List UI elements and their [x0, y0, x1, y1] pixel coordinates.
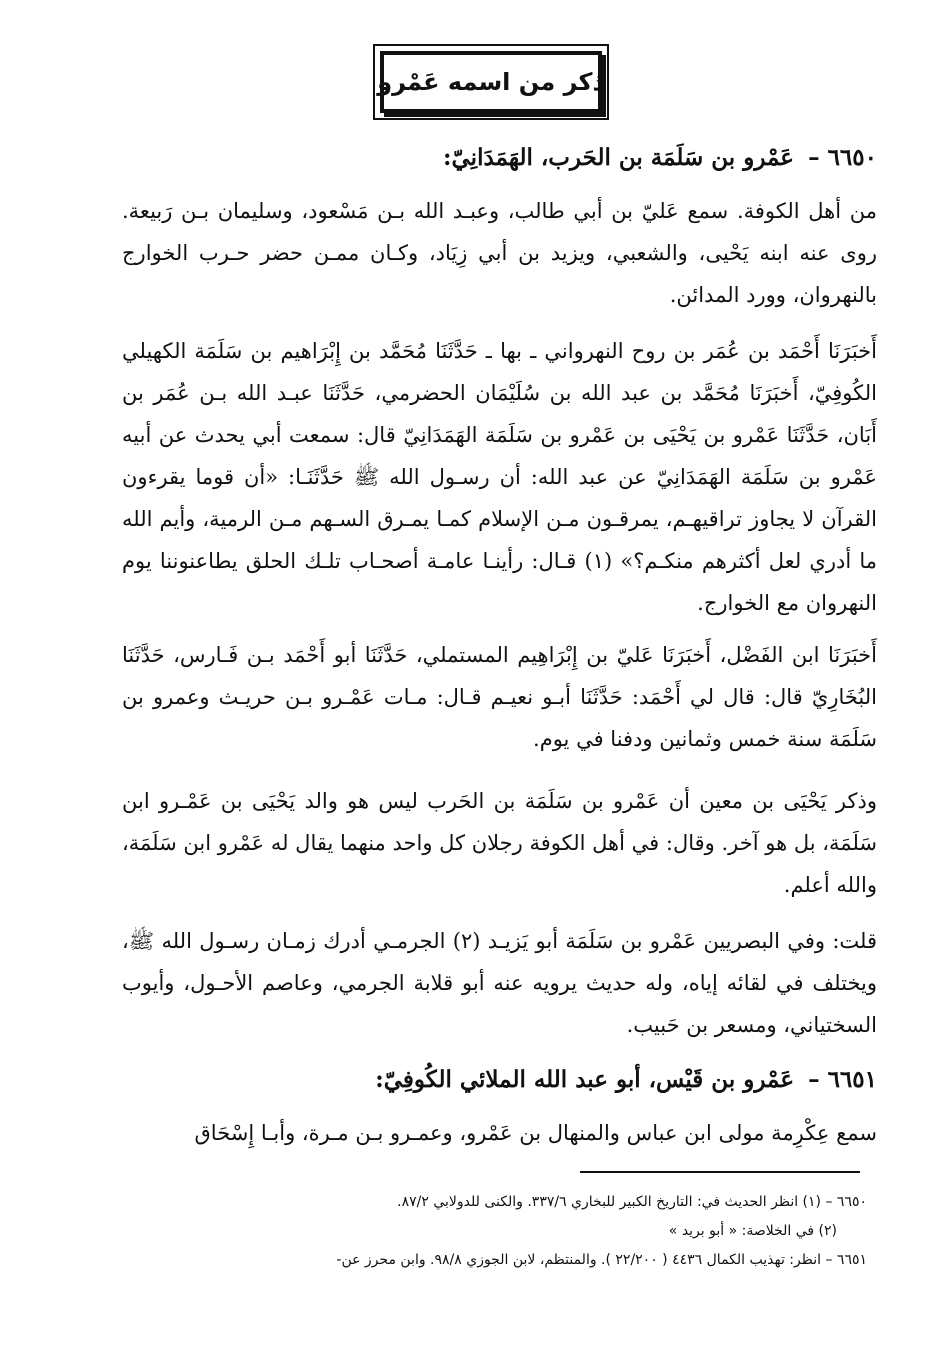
- entry-6651-paragraph-1: سمع عِكْرِمة مولى ابن عباس والمنهال بن عَمْرو، وعمـرو بـن مـرة، وأبـا إِسْحَاق: [194, 1121, 877, 1145]
- entry-6650-paragraph-3: أَخبَرَنَا ابن الفَضْل، أَخبَرَنَا عَليّ بن إِبْرَاهِيم المستملي، حَدَّثَنَا أبو أَحْمَد بـن فَـارس، حَدَّثَنَا البُخَارِيّ قال: قال لي أَحْمَد: حَدَّثَنَا أبـو نعيـم قـال: مـات عَمْـرو بـن حريـث وعمرو بن سَلَمَة سنة خمس وثمانين ودفنا في يوم.: [122, 643, 877, 751]
- entry-6650-name: عَمْرو بن سَلَمَة بن الحَرب، الهَمَدَانِيّ:: [443, 144, 795, 171]
- footnote-6651: ٦٦٥١ – انظر: تهذيب الكمال ٤٤٣٦ ( ٢٢/٢٠٠ ). والمنتظم، لابن الجوزي ٩٨/٨. وابن محرز عن-: [336, 1252, 867, 1268]
- entry-6651-number: ٦٦٥١ –: [808, 1066, 877, 1093]
- entry-6650-paragraph-1: من أهل الكوفة. سمع عَليّ بن أبي طالب، وعبـد الله بـن مَسْعود، وسليمان بـن رَبيعة. روى عنه ابنه يَحْيى، والشعبي، ويزيد بن أبي زِيَاد، وكـان ممـن حضر حـرب الخوارج بالنهروان، وورد المدائن.: [122, 199, 877, 307]
- entry-6650-paragraph-5: قلت: وفي البصريين عَمْرو بن سَلَمَة أبو يَزيـد (٢) الجرمـي أدرك زمـان رسـول الله ﷺ، ويختلف في لقائه إياه، وله حديث يرويه عنه أبو قلابة الجرمي، وعاصم الأحـول، وأيوب السختياني، ومسعر بن حَبيب.: [122, 929, 878, 1037]
- entry-6650-heading: [443, 138, 877, 178]
- footnote-6650-2: (٢) في الخلاصة: « أبو بريد »: [668, 1223, 837, 1239]
- entry-6650-paragraph-4: وذكر يَحْيَى بن معين أن عَمْرو بن سَلَمَة بن الحَرب ليس هو والد يَحْيَى بن عَمْـرو ابن سَلَمَة، بل هو آخر. وقال: في أهل الكوفة رجلان كل واحد منهما يقال له عَمْرو ابن سَلَمَة، والله أعلم.: [122, 789, 877, 897]
- footnotes: [110, 1188, 867, 1275]
- footnote-6650-1: ٦٦٥٠ – (١) انظر الحديث في: التاريخ الكبير للبخاري ٣٣٧/٦. والكنى للدولابي ٨٧/٢.: [397, 1194, 867, 1210]
- entry-6650-number: ٦٦٥٠ –: [808, 144, 877, 171]
- entry-6651-name: عَمْرو بن قَيْس، أبو عبد الله الملائي الكُوفِيّ:: [375, 1066, 795, 1093]
- section-title-frame: [373, 44, 609, 120]
- footnote-separator: [580, 1171, 860, 1173]
- entry-6650-paragraph-2: أَخبَرَنَا أَحْمَد بن عُمَر بن روح النهرواني ـ بها ـ حَدَّثَنَا مُحَمَّد بن إِبْرَاهيم بن سَلَمَة الكهيلي الكُوفِيّ، أَخبَرَنَا مُحَمَّد بن عبد الله بن سُلَيْمَان الحضرمي، حَدَّثَنَا عبـد الله بـن عُمَر بن أَبَان، حَدَّثَنَا عَمْرو بن يَحْيَى بن عَمْرو بن سَلَمَة الهَمَدَانِيّ قال: سمعت أبي يحدث عن أبيه عَمْرو بن سَلَمَة الهَمَدَانِيّ عن عبد الله: أن رسـول الله ﷺ حَدَّثَنَـا: «أن قوما يقرءون القرآن لا يجاوز تراقيهـم، يمرقـون مـن الإسلام كمـا يمـرق السـهم مـن الرمية، وأيم الله ما أدري لعل أكثرهم منكـم؟» (١) قـال: رأينـا عامـة أصحـاب تلـك الحلق يطاعنوننا يوم النهروان مع الخوارج.: [122, 339, 877, 615]
- section-title: ذكر من اسمه عَمْرو: [377, 68, 605, 96]
- entry-6651-heading: [375, 1060, 877, 1100]
- section-title-inner-frame: [377, 51, 605, 113]
